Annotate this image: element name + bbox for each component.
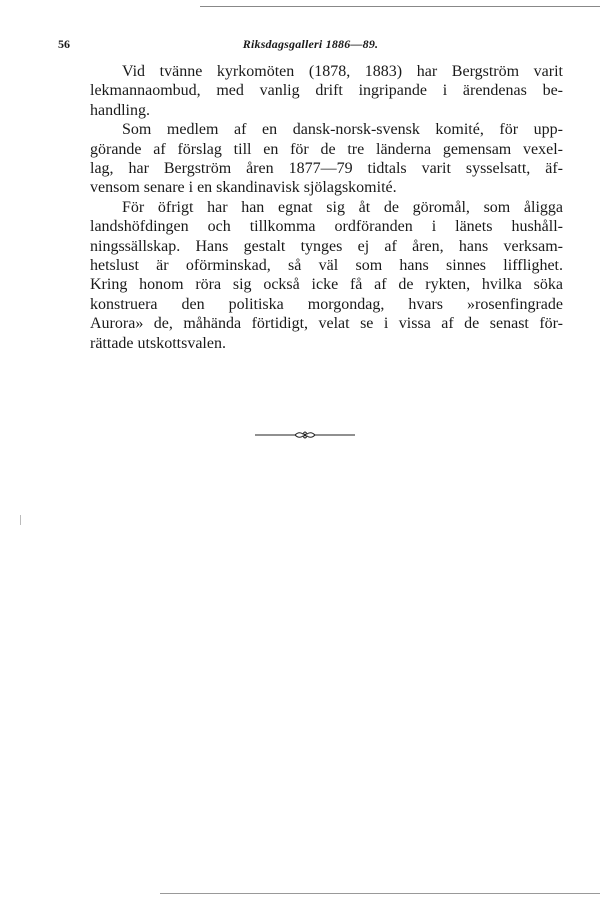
text-line: Som medlem af en dansk-norsk-svensk komité, för upp-	[122, 121, 563, 139]
paragraph-1	[58, 62, 563, 120]
page-header	[58, 36, 563, 52]
paragraph-3	[58, 198, 563, 353]
text-line: ningssällskap. Hans gestalt tynges ej af åren, hans verksam-	[90, 237, 563, 255]
text-line: handling.	[90, 101, 150, 119]
text-line: görande af förslag till en för de tre länderna gemensam vexel-	[90, 140, 563, 158]
running-title: Riksdagsgalleri 1886—89.	[242, 37, 379, 51]
fleuron-divider-icon	[255, 428, 355, 442]
text-line: lekmannaombud, med vanlig drift ingripande i ärendenas be-	[90, 82, 563, 100]
text-line: konstruera den politiska morgondag, hvars »rosenfingrade	[90, 295, 563, 313]
text-line: hetslust är oförminskad, så väl som hans sinnes lifflighet.	[90, 257, 563, 275]
text-line: lag, har Bergström åren 1877—79 tidtals varit sysselsatt, äf-	[90, 160, 563, 178]
page-number: 56	[58, 37, 70, 51]
text-line: vensom senare i en skandinavisk sjölagskomité.	[90, 179, 397, 197]
bottom-rule	[160, 893, 600, 894]
text-line: landshöfdingen och tillkomma ordföranden i länets hushåll-	[90, 218, 563, 236]
text-line: rättade utskottsvalen.	[90, 334, 226, 352]
text-line: Vid tvänne kyrkomöten (1878, 1883) har Bergström varit	[122, 63, 563, 80]
text-line: Aurora» de, måhända förtidigt, velat se i vissa af de senast för-	[90, 315, 563, 333]
top-rule	[200, 6, 600, 7]
paragraph-2	[58, 120, 563, 198]
text-line: Kring honom röra sig också icke få af de rykten, hvilka söka	[90, 276, 563, 294]
body-text	[58, 62, 563, 353]
margin-mark	[20, 515, 21, 525]
text-line: För öfrigt har han egnat sig åt de göromål, som åligga	[122, 198, 563, 216]
